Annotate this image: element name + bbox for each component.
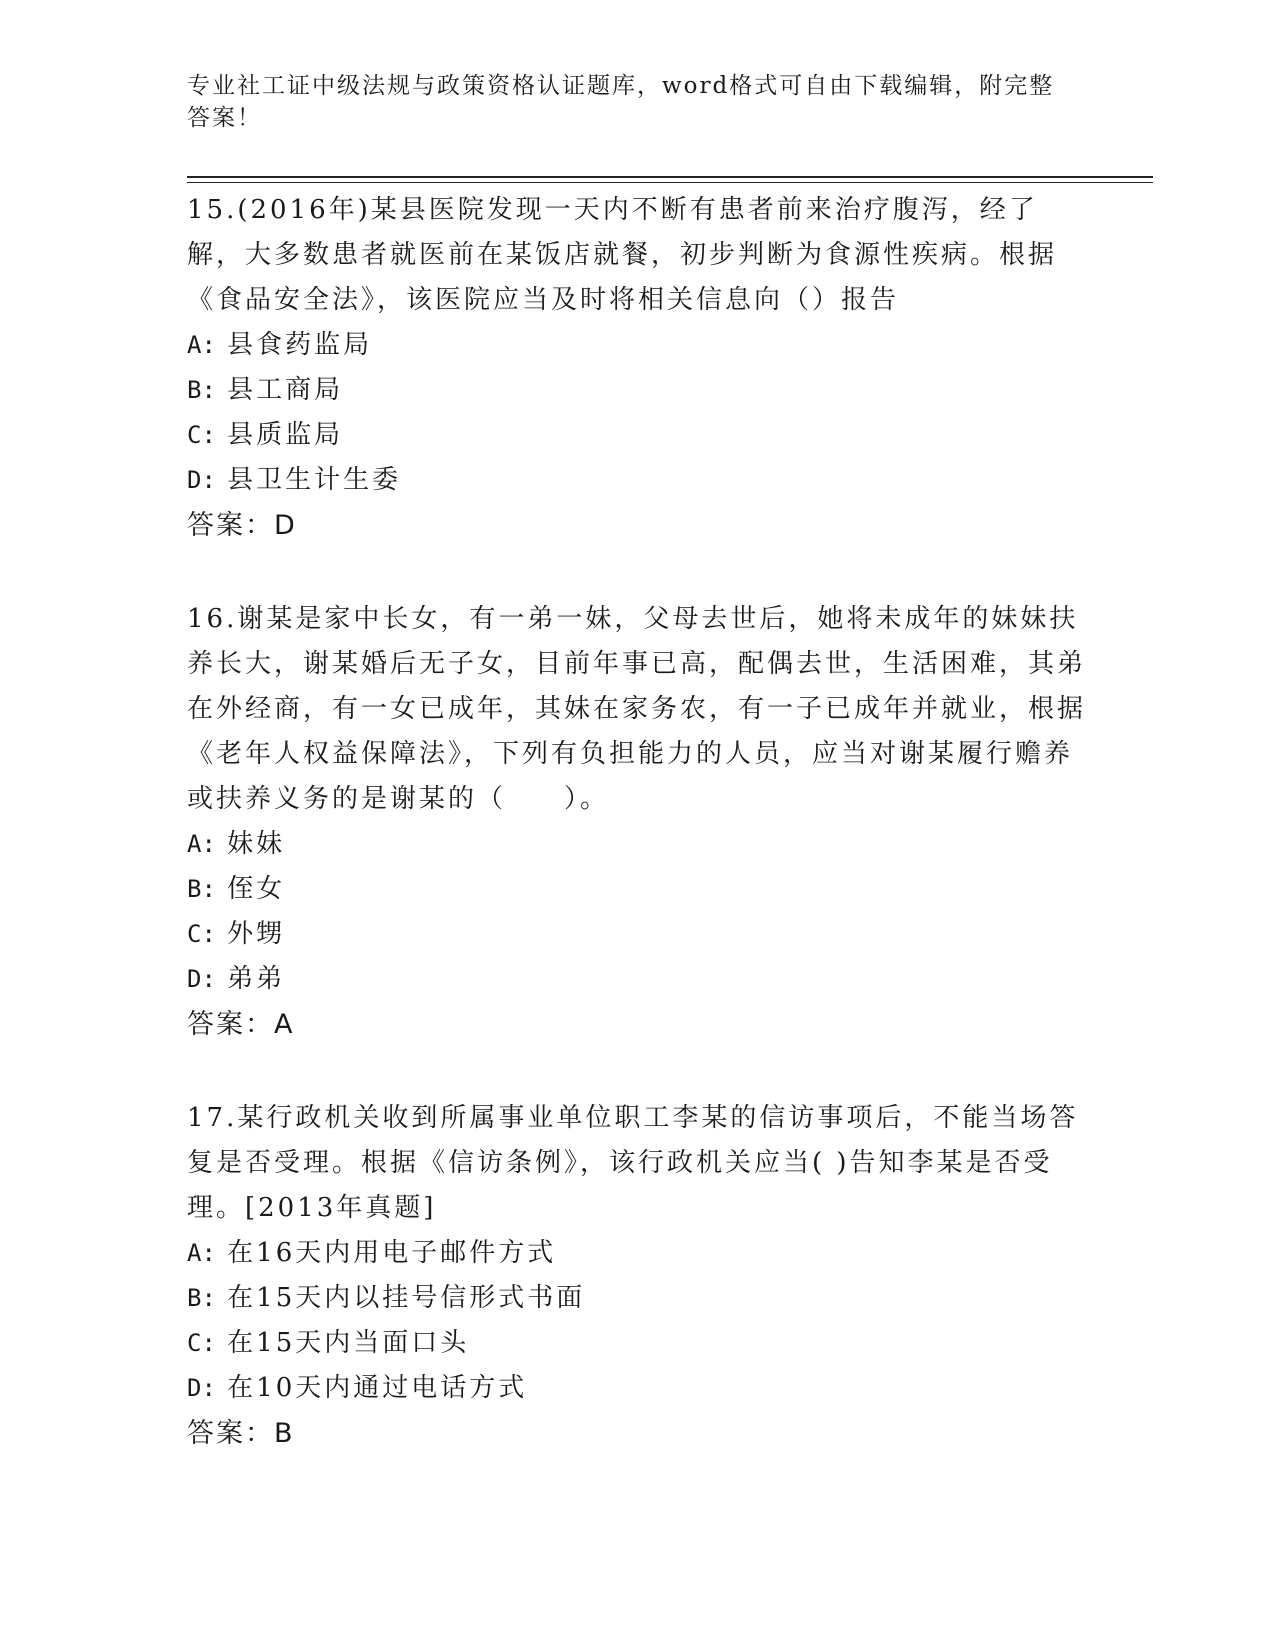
option-label: C: xyxy=(187,1329,216,1357)
option-label: D: xyxy=(187,1374,216,1402)
option-label: D: xyxy=(187,965,216,993)
option-text: 弟弟 xyxy=(227,964,286,994)
option-b xyxy=(187,368,1087,413)
option-a xyxy=(187,323,1087,368)
option-label: C: xyxy=(187,920,216,948)
option-text: 在15天内以挂号信形式书面 xyxy=(227,1283,586,1313)
option-text: 侄女 xyxy=(227,874,286,904)
option-a xyxy=(187,822,1087,867)
option-text: 在10天内通过电话方式 xyxy=(227,1373,528,1403)
option-label: B: xyxy=(187,875,216,903)
option-text: 县食药监局 xyxy=(227,330,373,360)
question-17 xyxy=(187,1096,1087,1456)
option-b xyxy=(187,867,1087,912)
option-text: 在15天内当面口头 xyxy=(227,1328,470,1358)
option-c xyxy=(187,1321,1087,1366)
answer-line: 答案：A xyxy=(187,1009,295,1040)
option-text: 在16天内用电子邮件方式 xyxy=(227,1238,557,1268)
option-label: A: xyxy=(187,1239,216,1267)
option-label: D: xyxy=(187,466,216,494)
question-stem: 17.某行政机关收到所属事业单位职工李某的信访事项后，不能当场答复是否受理。根据《信访条例》，该行政机关应当( )告知李某是否受理。[2013年真题] xyxy=(187,1103,1079,1223)
header-divider-thick xyxy=(187,176,1153,178)
option-label: B: xyxy=(187,1284,216,1312)
answer-line: 答案：D xyxy=(187,510,297,541)
question-15 xyxy=(187,188,1087,548)
option-label: B: xyxy=(187,376,216,404)
option-text: 县卫生计生委 xyxy=(227,465,402,495)
option-label: A: xyxy=(187,830,216,858)
option-d xyxy=(187,957,1087,1002)
question-16 xyxy=(187,597,1087,1047)
question-stem: 16.谢某是家中长女，有一弟一妹，父母去世后，她将未成年的妹妹扶养长大，谢某婚后无子女，目前年事已高，配偶去世，生活困难，其弟在外经商，有一女已成年，其妹在家务农，有一子已成年并就业，根据《老年人权益保障法》，下列有负担能力的人员，应当对谢某履行赡养或扶养义务的是谢某的（ ）。 xyxy=(187,604,1087,814)
option-c xyxy=(187,912,1087,957)
option-text: 县质监局 xyxy=(227,420,344,450)
document-header: 专业社工证中级法规与政策资格认证题库，word格式可自由下载编辑，附完整答案！ xyxy=(187,73,1055,131)
option-text: 外甥 xyxy=(227,919,286,949)
option-label: C: xyxy=(187,421,216,449)
header-divider-thin xyxy=(187,182,1153,183)
option-text: 县工商局 xyxy=(227,375,344,405)
option-text: 妹妹 xyxy=(227,829,286,859)
option-d xyxy=(187,458,1087,503)
option-b xyxy=(187,1276,1087,1321)
answer-line: 答案：B xyxy=(187,1418,295,1449)
option-a xyxy=(187,1231,1087,1276)
question-stem: 15.(2016年)某县医院发现一天内不断有患者前来治疗腹泻，经了解，大多数患者就医前在某饭店就餐，初步判断为食源性疾病。根据《食品安全法》，该医院应当及时将相关信息向（）报告 xyxy=(187,195,1058,315)
option-c xyxy=(187,413,1087,458)
option-label: A: xyxy=(187,331,216,359)
option-d xyxy=(187,1366,1087,1411)
